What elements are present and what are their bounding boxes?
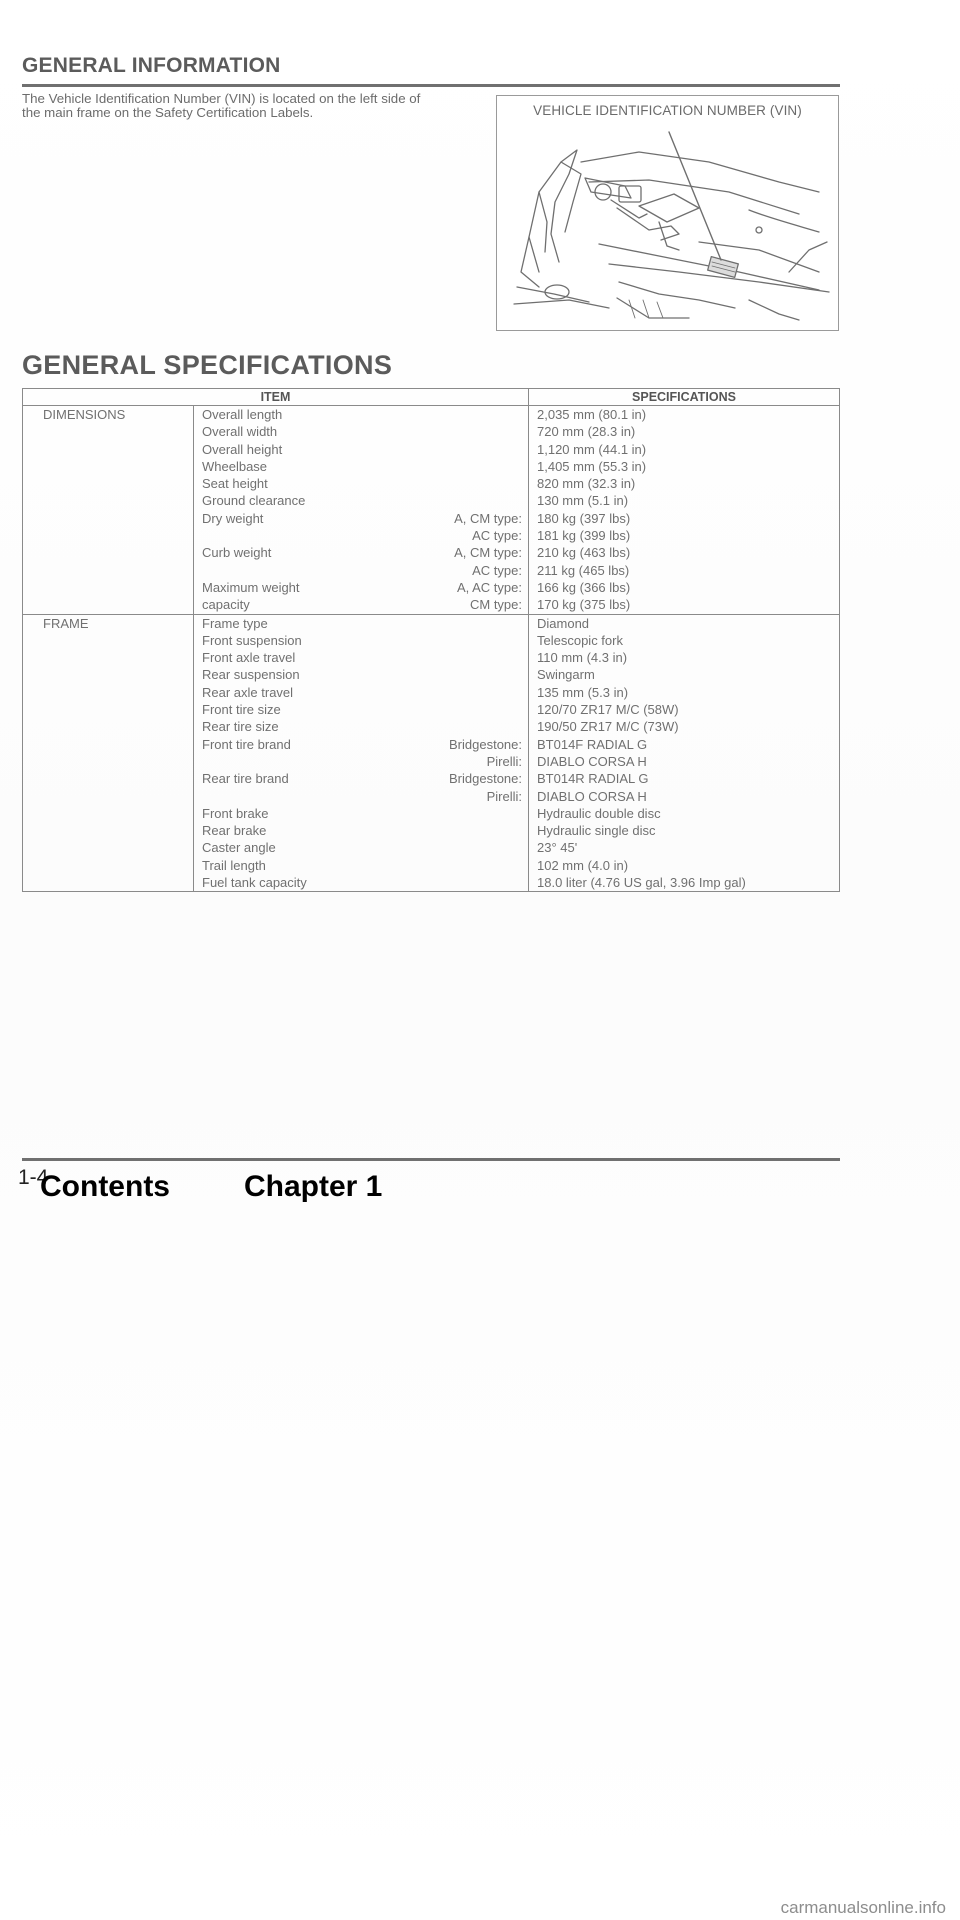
motorcycle-vin-illustration-icon [499,122,836,328]
chapter-1-link[interactable]: Chapter 1 [244,1170,383,1203]
item-cell: Front suspension [202,632,302,648]
vin-location-text [22,92,497,120]
vin-location-line-2: the main frame on the Safety Certification Labels. [22,105,314,120]
header-rule [22,84,840,87]
spec-cell: 180 kg (397 lbs) [537,510,631,526]
item-cell: Overall height [202,441,283,457]
item-cell: Fuel tank capacity [202,875,307,891]
spec-cell: 170 kg (375 lbs) [537,597,631,613]
item-cell: Curb weight A, CM type: [202,545,522,561]
item-cell: AC type: [472,528,522,544]
spec-cell: 211 kg (465 lbs) [537,562,630,578]
spec-cell: 110 mm (4.3 in) [537,650,628,666]
spec-cell: Hydraulic single disc [537,823,656,839]
contents-link[interactable]: Contents [40,1170,170,1203]
table-header-row [23,389,840,406]
footer-rule [22,1158,840,1161]
category-label: FRAME [43,615,89,631]
spec-cell: 18.0 liter (4.76 US gal, 3.96 Imp gal) [537,875,746,891]
spec-cell: 181 kg (399 lbs) [537,528,631,544]
item-cell: Overall length [202,407,283,422]
spec-cell: 2,035 mm (80.1 in) [537,407,647,422]
item-cell: Pirelli: [486,753,522,769]
category-dimensions [23,406,194,615]
item-cell: Front brake [202,805,269,821]
spec-cell: 130 mm (5.1 in) [537,493,629,509]
vin-figure [496,95,839,331]
spec-cell: 23° 45' [537,840,578,856]
spec-cell: Telescopic fork [537,632,623,648]
category-label: DIMENSIONS [43,407,126,422]
item-cell: Rear tire size [202,719,279,735]
spec-cell: 102 mm (4.0 in) [537,857,629,873]
frame-specs [529,614,840,892]
vin-figure-caption: VEHICLE IDENTIFICATION NUMBER (VIN) [533,103,802,118]
spec-cell: DIABLO CORSA H [537,753,647,769]
spec-cell: Swingarm [537,667,595,683]
spec-cell: DIABLO CORSA H [537,788,647,804]
spec-cell: 210 kg (463 lbs) [537,545,631,561]
item-cell: Overall width [202,424,278,440]
item-cell: Frame type [202,615,268,631]
item-cell: Rear suspension [202,667,300,683]
item-cell: Maximum weight A, AC type: [202,579,522,595]
item-cell: Rear axle travel [202,684,294,700]
spec-cell: 166 kg (366 lbs) [537,579,631,595]
specifications-column-header: SPECIFICATIONS [529,389,840,406]
spec-cell: Diamond [537,615,590,631]
item-cell: Wheelbase [202,458,268,474]
spec-cell: 135 mm (5.3 in) [537,684,629,700]
spec-cell: 820 mm (32.3 in) [537,476,636,492]
watermark: carmanualsonline.info [780,1898,946,1917]
item-cell: Trail length [202,857,266,873]
general-information-title: GENERAL INFORMATION [22,54,281,77]
item-cell: Pirelli: [486,788,522,804]
category-frame [23,614,194,892]
item-cell: Front tire size [202,702,281,718]
item-cell: Dry weight A, CM type: [202,510,522,526]
item-cell: Seat height [202,476,268,492]
vin-location-line-1: The Vehicle Identification Number (VIN) is located on the left side of [22,91,421,106]
spec-cell: BT014F RADIAL G [537,736,648,752]
spec-cell: 190/50 ZR17 M/C (73W) [537,719,679,735]
item-cell: Front tire brand Bridgestone: [202,736,522,752]
spec-group-dimensions [23,406,840,615]
item-cell: Caster angle [202,840,276,856]
item-cell: AC type: [472,562,522,578]
spec-cell: 120/70 ZR17 M/C (58W) [537,702,679,718]
item-cell: Front axle travel [202,650,296,666]
item-cell: Ground clearance [202,493,306,509]
item-column-header: ITEM [23,389,529,406]
specifications-table [22,388,840,892]
item-cell: capacity CM type: [202,597,522,613]
frame-items [194,614,529,892]
spec-group-frame [23,614,840,892]
general-specifications-title: GENERAL SPECIFICATIONS [22,350,393,380]
item-cell: Rear tire brand Bridgestone: [202,771,522,787]
item-cell: Rear brake [202,823,267,839]
spec-cell: 720 mm (28.3 in) [537,424,636,440]
spec-cell: 1,120 mm (44.1 in) [537,441,647,457]
dimensions-specs [529,406,840,615]
dimensions-items [194,406,529,615]
spec-cell: BT014R RADIAL G [537,771,649,787]
spec-cell: 1,405 mm (55.3 in) [537,458,647,474]
page-number: 1-4 [18,1166,49,1189]
spec-cell: Hydraulic double disc [537,805,661,821]
